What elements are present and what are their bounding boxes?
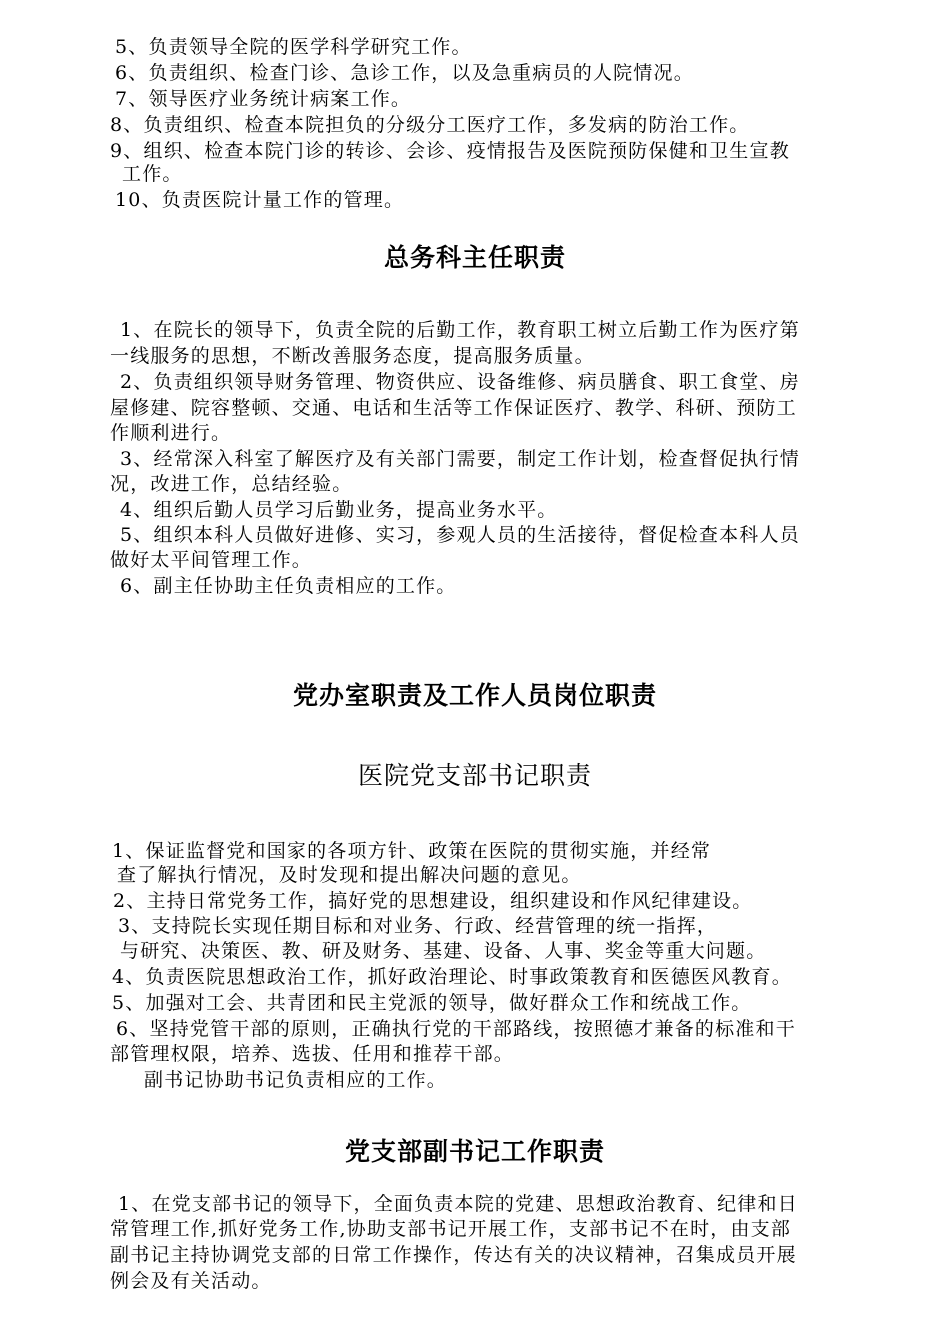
top-item-9: 9、组织、检查本院门诊的转诊、会诊、疫情报告及医院预防保健和卫生宣教: [110, 140, 790, 162]
po-line: 与研究、决策医、教、研及财务、基建、设备、人事、奖金等重大问题。: [120, 940, 767, 962]
ga-line: 6、副主任协助主任负责相应的工作。: [120, 575, 457, 597]
section-title-party-office: 党办室职责及工作人员岗位职责: [292, 681, 657, 710]
section-subtitle-party-secretary: 医院党支部书记职责: [357, 761, 592, 790]
po-line: 2、主持日常党务工作，搞好党的思想建设，组织建设和作风纪律建设。: [113, 890, 753, 912]
po-line: 查了解执行情况，及时发现和提出解决问题的意见。: [117, 864, 582, 886]
top-item-8: 8、负责组织、检查本院担负的分级分工医疗工作，多发病的防治工作。: [110, 114, 750, 136]
po-line: 3、支持院长实现任期目标和对业务、行政、经营管理的统一指挥，: [118, 915, 718, 937]
ga-line: 一线服务的思想，不断改善服务态度，提高服务质量。: [110, 345, 595, 367]
ds-line: 1、在党支部书记的领导下，全面负责本院的党建、思想政治教育、纪律和日: [118, 1193, 798, 1215]
ds-line: 例会及有关活动。: [110, 1270, 272, 1292]
ga-line: 况，改进工作，总结经验。: [110, 473, 353, 495]
ga-line: 2、负责组织领导财务管理、物资供应、设备维修、病员膳食、职工食堂、房: [120, 371, 800, 393]
ga-line: 作顺利进行。: [110, 422, 232, 444]
ds-line: 常管理工作,抓好党务工作,协助支部书记开展工作，支部书记不在时，由支部: [110, 1218, 792, 1240]
po-line: 6、坚持党管干部的原则，正确执行党的干部路线，按照德才兼备的标准和干: [116, 1018, 796, 1040]
ga-line: 5、组织本科人员做好进修、实习，参观人员的生活接待，督促检查本科人员: [120, 524, 800, 546]
po-line: 副书记协助书记负责相应的工作。: [144, 1069, 448, 1091]
section-title-deputy-secretary: 党支部副书记工作职责: [344, 1137, 605, 1166]
top-item-10: 10、负责医院计量工作的管理。: [115, 189, 405, 211]
ds-line: 副书记主持协调党支部的日常工作操作，传达有关的决议精神，召集成员开展: [110, 1244, 797, 1266]
section-title-general-affairs: 总务科主任职责: [383, 243, 566, 272]
po-line: 1、保证监督党和国家的各项方针、政策在医院的贯彻实施，并经常: [112, 840, 712, 862]
po-line: 部管理权限，培养、选拔、任用和推荐干部。: [110, 1043, 515, 1065]
top-item-7: 7、领导医疗业务统计病案工作。: [115, 88, 412, 110]
po-line: 4、负责医院思想政治工作，抓好政治理论、时事政策教育和医德医风教育。: [112, 966, 792, 988]
ga-line: 1、在院长的领导下，负责全院的后勤工作，教育职工树立后勤工作为医疗第: [120, 319, 800, 341]
top-item-6: 6、负责组织、检查门诊、急诊工作，以及急重病员的人院情况。: [115, 62, 694, 84]
top-item-5: 5、负责领导全院的医学科学研究工作。: [115, 36, 472, 58]
ga-line: 做好太平间管理工作。: [110, 549, 313, 571]
ga-line: 3、经常深入科室了解医疗及有关部门需要，制定工作计划，检查督促执行情: [120, 448, 800, 470]
ga-line: 屋修建、院容整顿、交通、电话和生活等工作保证医疗、教学、科研、预防工: [110, 397, 797, 419]
ga-line: 4、组织后勤人员学习后勤业务，提高业务水平。: [120, 499, 558, 521]
po-line: 5、加强对工会、共青团和民主党派的领导，做好群众工作和统战工作。: [112, 992, 752, 1014]
top-item-9-cont: 工作。: [122, 163, 183, 185]
